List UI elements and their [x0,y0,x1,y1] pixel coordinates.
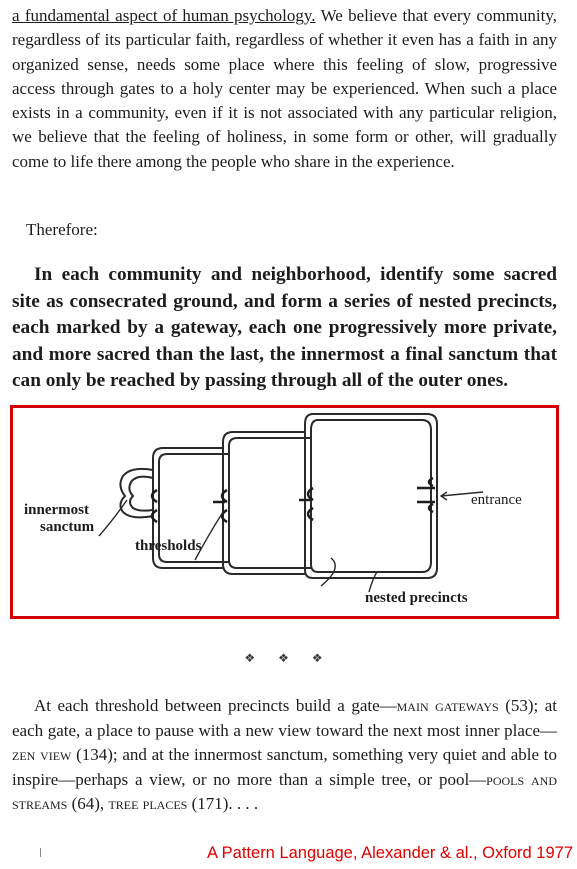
body-paragraph: a fundamental aspect of human psychology. We believe that every community, regardless of its particular faith, regardless of whether it even has a faith in any organized sense, needs some place where this feeling of slow, progressive access through gates to a holy center may be experienced. When such a place exists in a community, even if it is not associated with any particular religion, we believe that the feeling of holiness, in some form or other, will gradually come to life there among the people who share in the experience. [12,6,557,171]
margin-mark [40,848,41,857]
pattern-statement: In each community and neighborhood, identify some sacred site as consecrated ground, and form a series of nested precincts, each marked by a gateway, each one progressively more private, and more sacred than the last, the innermost a final sanctum that can only be reached by passing through all of the outer ones. [12,264,557,391]
label-innermost: innermost [24,502,89,518]
outer-precinct-outline [305,414,437,578]
closing-paragraph: At each threshold between precincts build a gate—main gateways (53); at each gate, a place to pause with a new view toward the next most inner place—zen view (134); and at the innermost sanctum, something very quiet and able to inspire—perhaps a view, or no more than a simple tree, or pool—pools and streams (64), tree places (171). . . . [12,696,557,813]
ref-pools-and-streams: pools and streams [12,769,557,813]
label-nested-precincts: nested precincts [365,590,468,606]
precincts-drawing [13,408,556,616]
label-entrance: entrance [471,492,522,508]
label-thresholds: thresholds [135,538,202,554]
ref-main-gateways: main gateways [396,696,499,715]
source-citation: A Pattern Language, Alexander & al., Oxford 1977 [206,844,573,862]
therefore-line: Therefore: [26,220,98,239]
middle-precinct-outline [223,432,305,574]
nested-precincts-diagram [10,405,559,619]
section-divider-ornament: ❖ ❖ ❖ [244,651,333,665]
gate-marks [152,478,435,522]
ref-zen-view: zen view [12,745,72,764]
ref-tree-places: tree places [108,794,188,813]
label-sanctum: sanctum [40,519,95,535]
underlined-phrase: a fundamental aspect of human psychology. [12,6,316,25]
